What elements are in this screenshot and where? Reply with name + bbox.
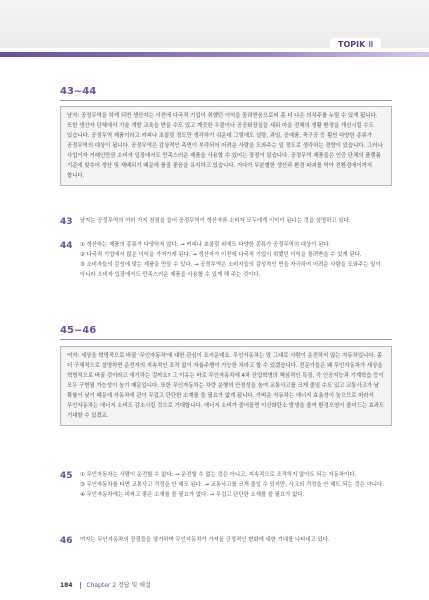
section-divider xyxy=(60,100,392,101)
answer-45 xyxy=(60,470,392,500)
section-title-45-46 xyxy=(60,325,392,336)
footer-divider xyxy=(80,582,81,589)
answer-43 xyxy=(60,216,392,226)
question-number: 44 xyxy=(60,241,73,251)
question-number: 43 xyxy=(60,217,73,227)
section-title-43-44 xyxy=(60,86,392,97)
list-item: ③ 소비자들의 감성에 맞는 제품을 만들 수 있다. → 공정무역은 소비자들의 감성적인 면을 자극하여 어려운 사람을 도와주는 일이 아니라 소비자 입장에서도 만족스러운 제품을 사용할 수 있게 해 주는 것이다. xyxy=(80,262,381,278)
chapter-label: Chapter 2 xyxy=(86,582,117,589)
script-box-43-44 xyxy=(60,106,392,186)
answer-list xyxy=(80,470,392,500)
list-item: ① 생산하는 제품의 종류가 다양하지 않다. → 커피나 초콜릿 외에도 다양한 종류가 공정무역의 대상이 된다. xyxy=(80,242,331,248)
answer-46 xyxy=(60,535,392,545)
section-divider xyxy=(60,339,392,340)
answer-explanation: 여자는 무인자동차의 장점들을 열거하며 무인자동차가 가져올 긍정적인 변화에 대한 기대를 나타내고 있다. xyxy=(80,537,330,543)
question-number: 46 xyxy=(60,536,73,546)
level-label: Ⅱ xyxy=(368,40,374,49)
header-accent-bar xyxy=(0,52,429,57)
question-number: 45 xyxy=(60,471,73,481)
list-item: ② 다국적 기업에서 많은 이익을 가져가게 된다. → 생산자가 이전에 다국적 기업이 취했던 이익을 돌려받을 수 있게 된다. xyxy=(80,252,362,258)
list-item: ① 무인자동차는 사람이 운전할 수 없다. → 운전할 수 없는 것은 아니고, 지속적으로 조작하지 않아도 되는 자동차이다. xyxy=(80,472,357,478)
section-title-text: 43~44 xyxy=(60,86,97,97)
series-label: TOPIK xyxy=(338,40,366,49)
answer-list xyxy=(80,240,392,280)
script-box-45-46 xyxy=(60,346,392,426)
section-title-text: 45~46 xyxy=(60,325,97,336)
answer-explanation: 남자는 공정무역의 여러 가지 장점을 들어 공정무역이 생산자와 소비자 모두에게 이익이 된다는 것을 설명하고 있다. xyxy=(80,218,351,224)
page-footer xyxy=(60,580,151,589)
answer-44 xyxy=(60,240,392,280)
list-item: ③ 무인자동차를 타면 교통사고 걱정을 안 해도 된다. → 교통사고를 크게 줄일 수 있지만, 사고의 걱정을 안 해도 되는 것은 아니다. xyxy=(80,482,384,488)
page-number: 184 xyxy=(60,582,73,589)
list-item: ④ 무인자동차에는 비싸고 좋은 소재를 쓸 필요가 없다. → 무겁고 단단한 소재를 쓸 필요가 없다. xyxy=(80,492,305,498)
book-tab xyxy=(330,38,381,52)
script-text: 여자: 세상을 혁명적으로 바꿀 '무인자동차'에 대한 관심이 요거운데요. 무인자동차는 말 그대로 사람이 운전하지 않는 자동차입니다. 좀 더 구체적으로 설명하면 운전자의 지속적인 조작 없이 자율주행이 가능한 차라고 할 수 있겠습니다. 전문가들은 왜 무인자동차가 세상을 혁명적으로 바꿀 것이라고 얘기하는 걸까요? 그 이유는 바로 무인자동차에 4차 산업혁명의 핵심적인 특징, 즉 인공지능과 기계학습 등이 모두 구현될 가능성이 높기 때문입니다. 또한 무인자동차는 차량 운행의 안정성을 높여 교통사고를 크게 줄일 수도 있고 교통사고가 날 확률이 낮기 때문에 자동차에 관이 무겁고 단단한 소재를 쓸 필요가 없게 됩니다. 가벼운 자동차는 에너지 효율성이 높으므로 따라서 무인자동차는 에너지 소비도 감소시킬 것으로 기대합니다. 에너지 소비가 줄어들면 이산화탄소 발생을 줄여 환경오염이 줄어드는 효과도 기대할 수 있겠죠. xyxy=(67,353,385,419)
script-text: 남자: 공정무역을 하게 되면 생산자는 이전에 다국적 기업이 취했던 이익을 돌려받음으로써 좀 더 나은 의식주를 누릴 수 있게 됩니다. 또한 생산자 단체에서 기술 개발 교육을 받을 수도 있고 깨끗한 우물이나 공공화장실을 세워 마을 전체의 생활 환경을 개선시킬 수도 있습니다. 공정무역 제품이라고 커피나 초콜릿 정도만 생각하기 쉬운데 그렇에도 설탕, 과일, 공예품, 축구공 등 훨씬 다양한 종류가 공정무역의 대상이 됩니다. 공정무역은 감상적인 측면이 부각되어 어려운 사람을 도와주는 일 정도로 생각하는 경향이 있습니다. 그러나 사업이자 거래인만큼 소비자 입장에서도 만족스러운 제품을 사용할 수 있어는 장점이 있습니다. 공정무역 제품들은 인증 단체의 플랫폼 기준에 맞추어 생산 및 재배되기 때문에 품질 좋음을 유지하고 있습니다. 거다가 무분별한 생산과 환경 파괴를 막아 친환경에이까지 합니다. xyxy=(67,113,383,179)
chapter-title: 정답 및 해설 xyxy=(118,582,151,589)
